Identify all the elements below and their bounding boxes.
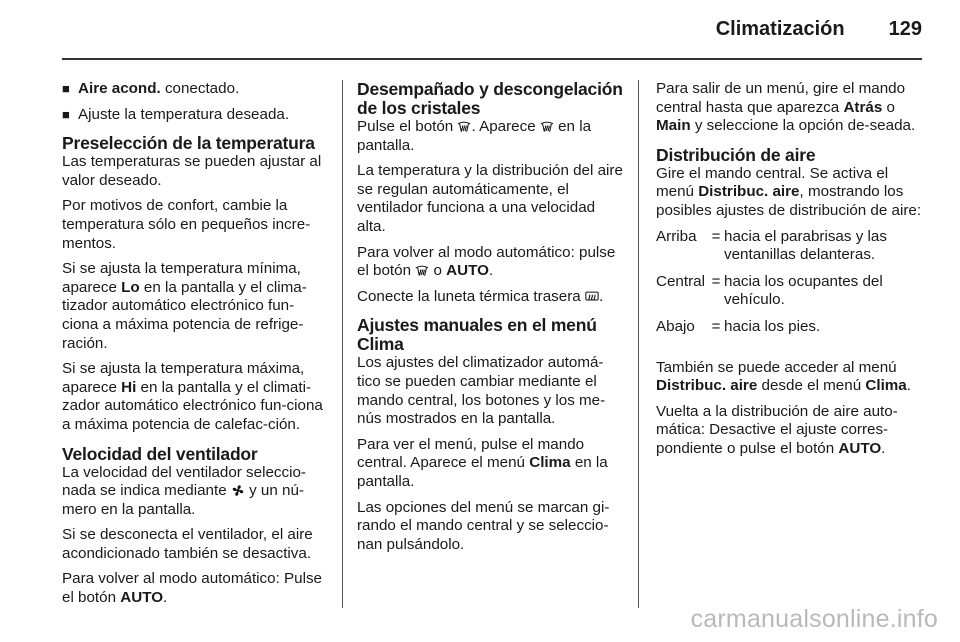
air-distribution-table xyxy=(656,228,926,345)
column-2 xyxy=(357,80,623,561)
table-row: Abajo = hacia los pies. xyxy=(656,317,926,344)
heading-distribucion: Distribución de aire xyxy=(656,144,816,165)
paragraph: Para salir de un menú, gire el mando central hasta que aparezca Atrás o Main y seleccione la opción de-seada. xyxy=(656,80,916,135)
page-number: 129 xyxy=(888,18,922,40)
table-row: Central = hacia los ocupantes del vehículo. xyxy=(656,272,926,317)
paragraph: Conecte la luneta térmica trasera . xyxy=(357,287,604,305)
watermark: carmanualsonline.info xyxy=(690,605,938,633)
column-divider-1 xyxy=(342,80,343,608)
paragraph: Gire el mando central. Se activa el menú Distribuc. aire, mostrando los posibles ajustes de distribución de aire: xyxy=(656,164,922,219)
table-row: Arriba = hacia el parabrisas y las ventanillas delanteras. xyxy=(656,228,926,273)
paragraph: Para volver al modo automático: pulse el botón o AUTO. xyxy=(357,243,616,280)
paragraph: Para ver el menú, pulse el mando central. Aparece el menú Clima en la pantalla. xyxy=(357,435,608,490)
header-rule xyxy=(62,58,922,60)
paragraph: Si se ajusta la temperatura mínima, aparece Lo en la pantalla y el clima-tizador automático electrónico fun-ciona a máxima potencia de refrige-ración. xyxy=(62,260,307,352)
windshield-defrost-icon xyxy=(457,120,471,133)
heading-ajustes: Ajustes manuales en el menú Clima xyxy=(357,315,597,355)
windshield-defrost-icon xyxy=(540,120,554,133)
paragraph: Si se ajusta la temperatura máxima, aparece Hi en la pantalla y el climati-zador automático electrónico fun-ciona a máxima potencia de calefac-ción. xyxy=(62,360,323,433)
paragraph: Por motivos de confort, cambie la temperatura sólo en pequeños incre-mentos. xyxy=(62,197,311,252)
paragraph: Si se desconecta el ventilador, el aire acondicionado también se desactiva. xyxy=(62,526,313,562)
column-3 xyxy=(656,80,926,466)
column-1 xyxy=(62,80,328,615)
column-divider-2 xyxy=(638,80,639,608)
bullet-icon: ■ xyxy=(62,106,70,122)
section-title: Climatización xyxy=(715,18,845,40)
rear-window-heat-icon xyxy=(585,290,599,303)
windshield-defrost-icon xyxy=(415,264,429,277)
heading-velocidad: Velocidad del ventilador xyxy=(62,443,258,464)
paragraph: Las opciones del menú se marcan gi-rando el mando central y se seleccio-nan pulsándolo. xyxy=(357,498,610,553)
paragraph: Las temperaturas se pueden ajustar al valor deseado. xyxy=(62,153,322,189)
list-item: ■ Aire acond. conectado. xyxy=(62,80,240,97)
list-item: ■ Ajuste la temperatura deseada. xyxy=(62,105,290,123)
heading-desempanado: Desempañado y descongelación de los cristales xyxy=(357,79,623,118)
paragraph: Pulse el botón . Aparece en la pantalla. xyxy=(357,118,592,154)
paragraph: Los ajustes del climatizador automá-tico se pueden cambiar mediante el mando central, los botones y los me-nús mostrados en la pantalla. xyxy=(357,354,606,428)
paragraph: Vuelta a la distribución de aire auto-mática: Desactive el ajuste corres-pondiente o pulse el botón AUTO. xyxy=(656,402,898,457)
paragraph: La velocidad del ventilador seleccio-nada se indica mediante y un nú-mero en la pantalla. xyxy=(62,463,306,518)
paragraph: Para volver al modo automático: Pulse el botón AUTO. xyxy=(62,570,323,607)
paragraph: También se puede acceder al menú Distribuc. aire desde el menú Clima. xyxy=(656,358,911,395)
page-header xyxy=(716,18,922,41)
bullet-icon: ■ xyxy=(62,81,70,96)
paragraph: La temperatura y la distribución del aire se regulan automáticamente, el ventilador funciona a una velocidad alta. xyxy=(357,162,623,235)
heading-preseleccion: Preselección de la temperatura xyxy=(62,133,315,154)
fan-icon xyxy=(231,484,245,497)
